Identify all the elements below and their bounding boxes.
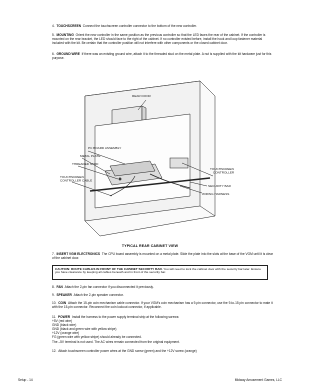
step-mounting: 5. MOUNTING Orient the new controller in the same position as the previous controller so that the LED faces the rear of the cabinet. If the controller is mounted on the rear bracket, the LED should face to the right of the cabinet. If no controller existed before, install the hook and loop fastener material included with the kit. Be certain that the controller position will not interfere with other components or the closed cabinet door. — [52, 33, 266, 46]
step-insert-vgm: 7. INSERT VGM ELECTRONICS The CPU board assembly is mounted on a metal plate. Slide the plate into the slots at the base of the VGM until it is clear of the cabinet door. — [52, 252, 273, 261]
figure-title: TYPICAL REAR CABINET VIEW — [121, 244, 179, 248]
list-item: FG (green wire with yellow stripe) should already be connected. — [52, 335, 142, 340]
rear-cabinet-diagram — [50, 66, 250, 242]
label-wiring-harness: WIRING HARNESS — [202, 192, 230, 196]
step-speaker: 9. SPEAKER Attach the 2-pin speaker connector. — [52, 293, 124, 297]
label-threaded-stud: THREADED STUD — [72, 162, 99, 166]
list-item: GND (black wire) — [52, 323, 77, 328]
label-pc-board: PC BOARD ASSEMBLY — [88, 146, 122, 150]
step-coin: 10. COIN Attach the 15-pin coin mechanism cable connector. If your VGM's coin mechanism has a 9-pin connector, use the 9-to-15 pin connector to mate it with the 15-pin connector. Reconnect the coin lockout connector, if applicable. — [52, 301, 273, 310]
list-item: GND (black and green wire with yellow stripe) — [52, 327, 117, 332]
list-item: +12V (orange wire) — [52, 331, 80, 336]
label-rear-door: REAR DOOR — [132, 94, 151, 98]
power-wire-list — [52, 319, 274, 344]
caution-text: You will need to lock the cabinet door with the security bar later. Ensure you have clearance by keeping all cables beneath and in front of the security bar. — [55, 266, 261, 275]
footer-page-number: Setup - 14 — [18, 378, 33, 382]
step-touchscreen-power: 12. Attach touchscreen controller power wires at the GND screw (green) and the +12V screw (orange) — [52, 349, 197, 353]
label-metal-plate: METAL PLATE — [80, 154, 101, 158]
caution-box — [52, 265, 268, 280]
caution-heading: CAUTION: ROUTE CABLES IN FRONT OF THE CABINET SECURITY BAR. — [55, 266, 163, 271]
step-touchscreen: 4. TOUCHSCREEN Connect the touchscreen controller connector to the bottom of the new controller. — [52, 24, 197, 28]
list-item: The –5V terminal is not used. The AC wires remain connected from the original equipment. — [52, 339, 180, 344]
touchscreen-controller — [170, 158, 188, 168]
list-item: +5V (red wire) — [52, 319, 73, 324]
page-footer — [18, 378, 282, 382]
label-security-bar: SECURITY BAR — [208, 184, 231, 188]
step-ground-wire: 6. GROUND WIRE If there was an existing ground wire, attach it to the threaded stud on the metal plate. A nut is supplied with the kit hardware just for this purpose. — [52, 52, 272, 61]
step-power: 11. POWER Install the harness to the power supply terminal strip at the following screws: +5V (red wire) GND (black wire) GND (black and green wire with yellow stripe) +12V (orange wire) FG (green wire with yellow stripe) should already be connected. The –5V terminal is not used. The AC wires remain connected from the original equipment. — [52, 315, 274, 344]
footer-publisher: Midway Amusement Games, LLC — [234, 378, 282, 382]
step-fan: 8. FAN Attach the 2-pin fan connector if you disconnected it previously. — [52, 285, 154, 289]
label-ts-controller: TOUCHSCREEN CONTROLLER — [210, 167, 235, 175]
label-ts-cable: TOUCHSCREEN CONTROLLER CABLE — [60, 175, 93, 183]
